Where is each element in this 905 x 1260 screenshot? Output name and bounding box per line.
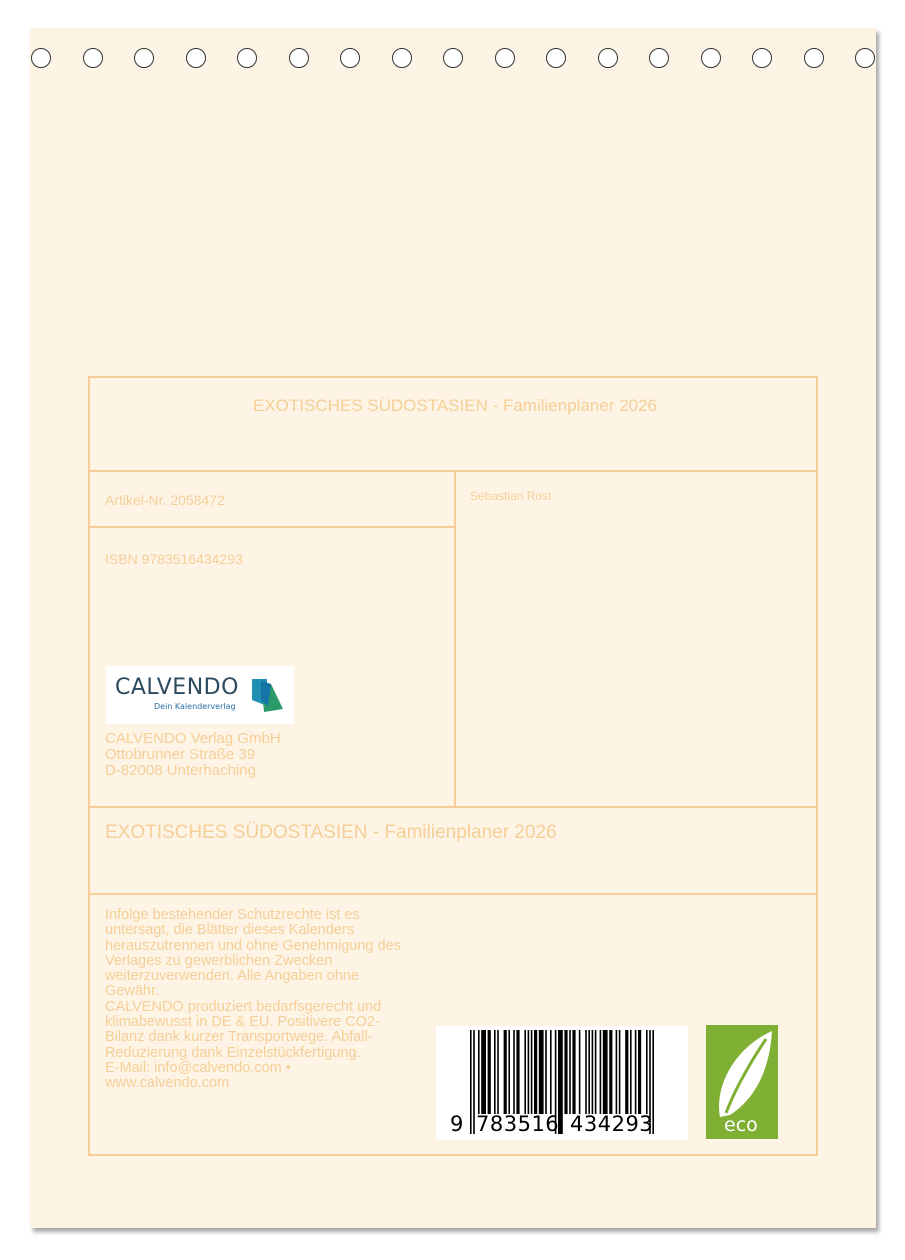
barcode-digits bbox=[436, 1112, 688, 1138]
barcode-bar bbox=[588, 1030, 590, 1114]
barcode-bar bbox=[619, 1030, 621, 1114]
calvendo-logo bbox=[106, 666, 294, 724]
barcode-bar bbox=[550, 1030, 552, 1114]
divider bbox=[90, 806, 816, 808]
barcode-bar bbox=[646, 1030, 648, 1114]
leaf-icon bbox=[706, 1025, 778, 1139]
barcode-bar bbox=[524, 1030, 526, 1114]
calendar-title-top: EXOTISCHES SÜDOSTASIEN - Familienplaner 2026 bbox=[252, 396, 658, 415]
barcode-lead-digit: 9 bbox=[450, 1112, 464, 1136]
barcode-bar bbox=[534, 1030, 537, 1114]
binding-hole bbox=[546, 48, 566, 68]
barcode-bar bbox=[625, 1030, 628, 1114]
binding-hole bbox=[804, 48, 824, 68]
publisher-street: Ottobrunner Straße 39 bbox=[105, 746, 256, 763]
barcode-bar bbox=[572, 1030, 575, 1114]
legal-line: www.calvendo.com bbox=[105, 1075, 230, 1092]
barcode-bar bbox=[508, 1030, 510, 1114]
legal-line: E-Mail: info@calvendo.com • bbox=[105, 1059, 291, 1076]
legal-line: CALVENDO produziert bedarfsgerecht und bbox=[105, 998, 382, 1015]
binding-hole bbox=[237, 48, 257, 68]
legal-notice bbox=[105, 908, 450, 1092]
logo-tagline: Dein Kalenderverlag bbox=[154, 702, 236, 711]
barcode-bar bbox=[531, 1030, 533, 1114]
legal-line: Reduzierung dank Einzelstückfertigung. bbox=[105, 1044, 361, 1061]
legal-line: Gewähr. bbox=[105, 983, 159, 1000]
barcode-bar bbox=[497, 1030, 499, 1114]
barcode-bar bbox=[494, 1030, 496, 1114]
legal-line: weiterzuverwenden. Alle Angaben ohne bbox=[105, 968, 359, 985]
isbn-number: ISBN 9783516434293 bbox=[105, 551, 243, 567]
divider bbox=[90, 470, 816, 472]
binding-hole bbox=[186, 48, 206, 68]
barcode-bar bbox=[539, 1030, 544, 1114]
barcode-bar bbox=[478, 1030, 480, 1114]
divider bbox=[90, 526, 454, 528]
binding-hole bbox=[289, 48, 309, 68]
barcode-bar bbox=[569, 1030, 571, 1114]
calvendo-mark-icon bbox=[248, 676, 288, 716]
article-number: Artikel-Nr. 2058472 bbox=[105, 492, 225, 508]
legal-line: Bilanz dank kurzer Transportwege. Abfall- bbox=[105, 1029, 373, 1046]
binding-hole bbox=[855, 48, 875, 68]
logo-wordmark: CALVENDO bbox=[115, 675, 239, 700]
binding-hole bbox=[83, 48, 103, 68]
barcode-bar bbox=[600, 1030, 602, 1114]
divider bbox=[90, 893, 816, 895]
barcode-bar bbox=[528, 1030, 530, 1114]
barcode-bar bbox=[579, 1030, 581, 1114]
author-name: Sebastian Rost bbox=[470, 489, 552, 503]
barcode-bar bbox=[609, 1030, 612, 1114]
spiral-binding bbox=[0, 0, 905, 80]
barcode-bar bbox=[616, 1030, 618, 1114]
binding-hole bbox=[392, 48, 412, 68]
binding-hole bbox=[598, 48, 618, 68]
publisher-city: D-82008 Unterhaching bbox=[105, 762, 256, 779]
binding-hole bbox=[443, 48, 463, 68]
legal-line: untersagt, die Blätter dieses Kalenders bbox=[105, 922, 355, 939]
barcode-bar bbox=[516, 1030, 519, 1114]
barcode-bar bbox=[488, 1030, 491, 1114]
eco-badge bbox=[706, 1025, 778, 1139]
isbn-barcode bbox=[436, 1026, 688, 1140]
binding-hole bbox=[340, 48, 360, 68]
barcode-bar bbox=[585, 1030, 587, 1114]
binding-hole bbox=[134, 48, 154, 68]
barcode-group-2: 434293 bbox=[570, 1112, 654, 1136]
legal-line: Infolge bestehender Schutzrechte ist es bbox=[105, 907, 360, 923]
barcode-bar bbox=[513, 1030, 515, 1114]
legal-line: klimabewusst in DE & EU. Positivere CO2- bbox=[105, 1014, 380, 1031]
eco-label: eco bbox=[724, 1114, 758, 1136]
barcode-bar bbox=[603, 1030, 608, 1114]
barcode-bar bbox=[545, 1030, 547, 1114]
binding-hole bbox=[31, 48, 51, 68]
barcode-bar bbox=[481, 1030, 486, 1114]
binding-hole bbox=[649, 48, 669, 68]
binding-hole bbox=[701, 48, 721, 68]
binding-hole bbox=[495, 48, 515, 68]
info-frame bbox=[88, 376, 818, 1156]
legal-line: herauszutrennen und ohne Genehmigung des bbox=[105, 937, 401, 954]
binding-hole bbox=[752, 48, 772, 68]
legal-line: Verlages zu gewerblichen Zwecken bbox=[105, 952, 333, 969]
barcode-bar bbox=[630, 1030, 632, 1114]
barcode-bar bbox=[592, 1030, 594, 1114]
barcode-bar bbox=[638, 1030, 641, 1114]
barcode-bar bbox=[595, 1030, 597, 1114]
barcode-bar bbox=[504, 1030, 507, 1114]
calendar-title-mid: EXOTISCHES SÜDOSTASIEN - Familienplaner 2026 bbox=[105, 822, 557, 843]
barcode-group-1: 783516 bbox=[476, 1112, 560, 1136]
barcode-bar bbox=[635, 1030, 637, 1114]
barcode-bar bbox=[564, 1030, 567, 1114]
publisher-name: CALVENDO Verlag GmbH bbox=[105, 730, 281, 747]
divider bbox=[454, 470, 456, 806]
